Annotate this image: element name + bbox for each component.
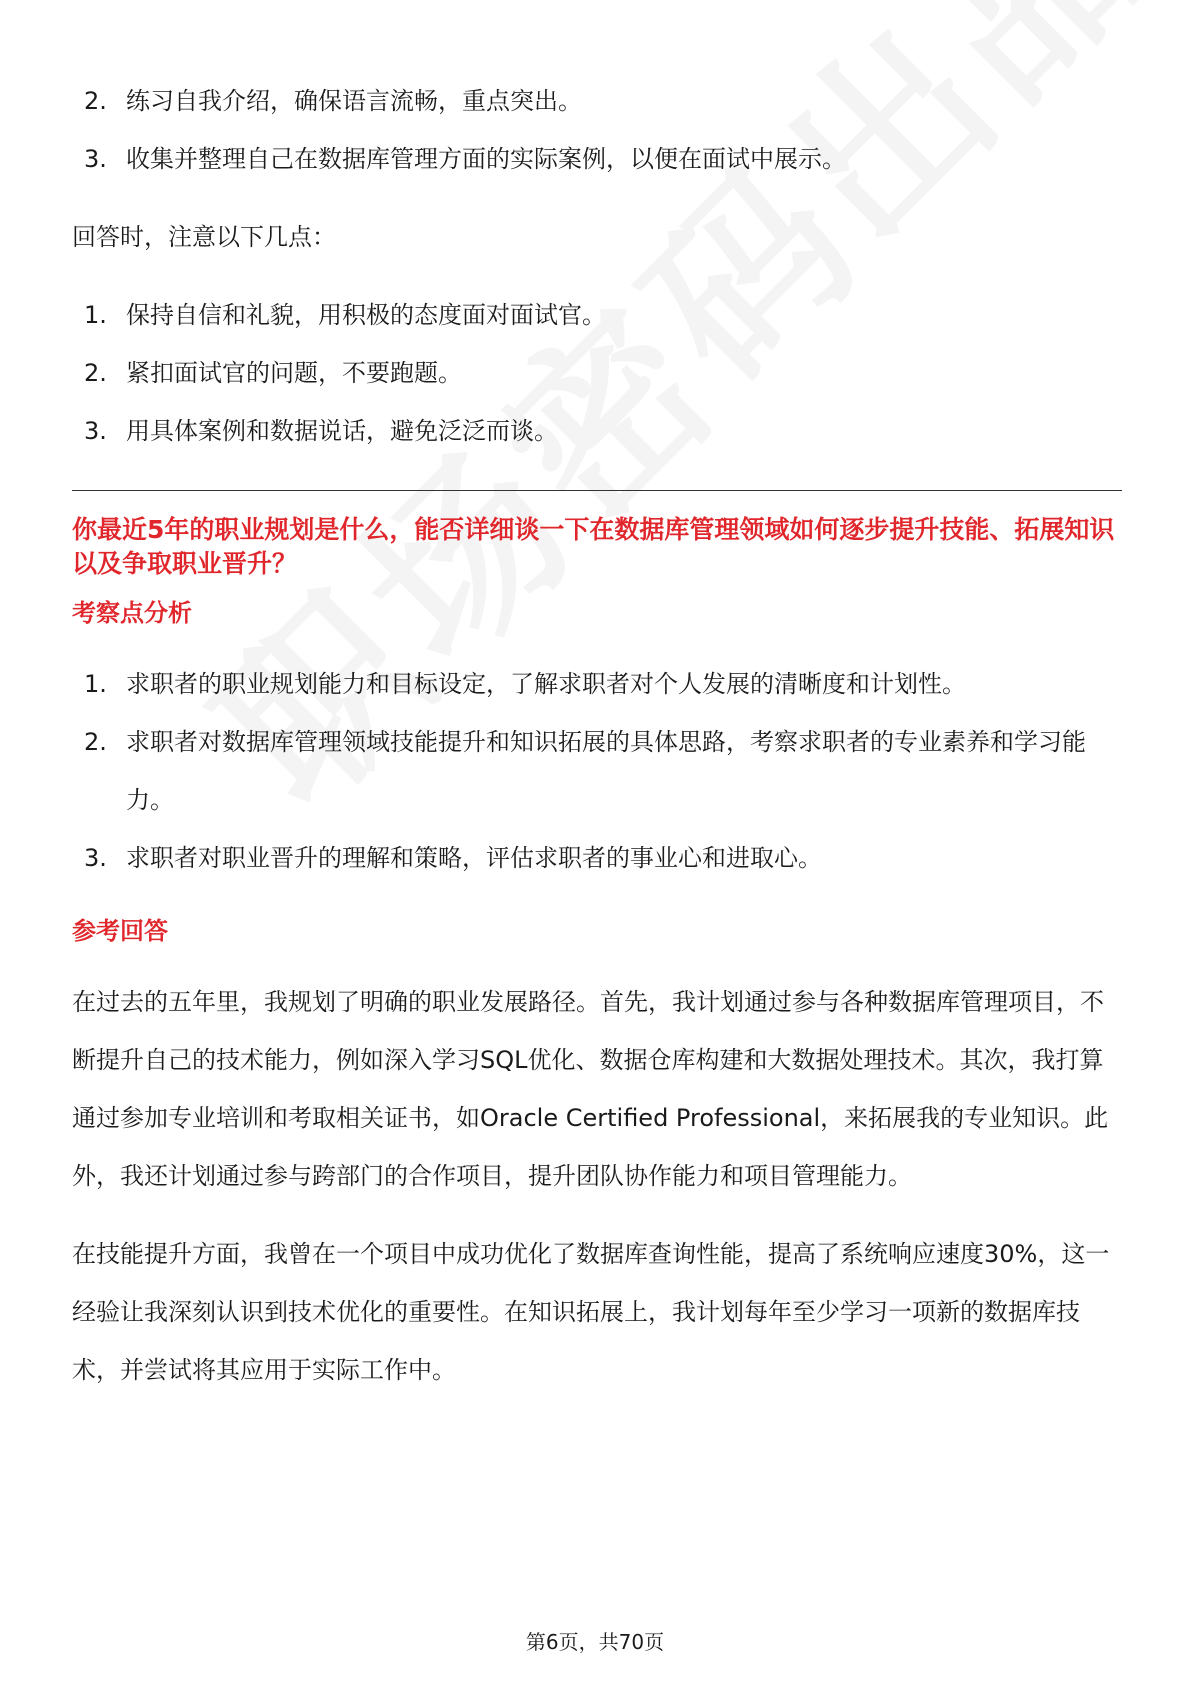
list-item: 3. 收集并整理自己在数据库管理方面的实际案例，以便在面试中展示。 xyxy=(84,145,846,173)
list-item: 3. 求职者对职业晋升的理解和策略，评估求职者的事业心和进取心。 xyxy=(84,844,822,872)
list-item: 1. 求职者的职业规划能力和目标设定，了解求职者对个人发展的清晰度和计划性。 xyxy=(84,670,966,698)
list-item: 1. 保持自信和礼貌，用积极的态度面对面试官。 xyxy=(84,301,606,329)
analysis-list xyxy=(72,655,1122,887)
list-item: 3. 用具体案例和数据说话，避免泛泛而谈。 xyxy=(84,417,558,445)
page-footer: 第6页，共70页 xyxy=(525,1630,665,1654)
list-item: 2. 求职者对数据库管理领域技能提升和知识拓展的具体思路，考察求职者的专业素养和学习能力。 xyxy=(84,728,1086,814)
analysis-title: 考察点分析 xyxy=(72,599,192,627)
page-content xyxy=(72,72,1122,1399)
reference-paragraph: 在过去的五年里，我规划了明确的职业发展路径。首先，我计划通过参与各种数据库管理项目，不断提升自己的技术能力，例如深入学习SQL优化、数据仓库构建和大数据处理技术。其次，我打算通过参加专业培训和考取相关证书，如Oracle Certified Professional，来拓展我的专业知识。此外，我还计划通过参与跨部门的合作项目，提升团队协作能力和项目管理能力。 xyxy=(72,988,1109,1190)
answer-tips-list xyxy=(72,286,1122,460)
reference-title: 参考回答 xyxy=(72,917,168,945)
list-top xyxy=(72,72,1122,188)
list-item: 2. 练习自我介绍，确保语言流畅，重点突出。 xyxy=(84,87,582,115)
answer-tips-title: 回答时，注意以下几点： xyxy=(72,223,336,251)
section-divider xyxy=(72,490,1122,491)
question-heading: 你最近5年的职业规划是什么，能否详细谈一下在数据库管理领域如何逐步提升技能、拓展知识以及争取职业晋升？ xyxy=(72,515,1115,578)
reference-paragraph: 在技能提升方面，我曾在一个项目中成功优化了数据库查询性能，提高了系统响应速度30%，这一经验让我深刻认识到技术优化的重要性。在知识拓展上，我计划每年至少学习一项新的数据库技术，并尝试将其应用于实际工作中。 xyxy=(72,1240,1110,1384)
list-item: 2. 紧扣面试官的问题，不要跑题。 xyxy=(84,359,462,387)
